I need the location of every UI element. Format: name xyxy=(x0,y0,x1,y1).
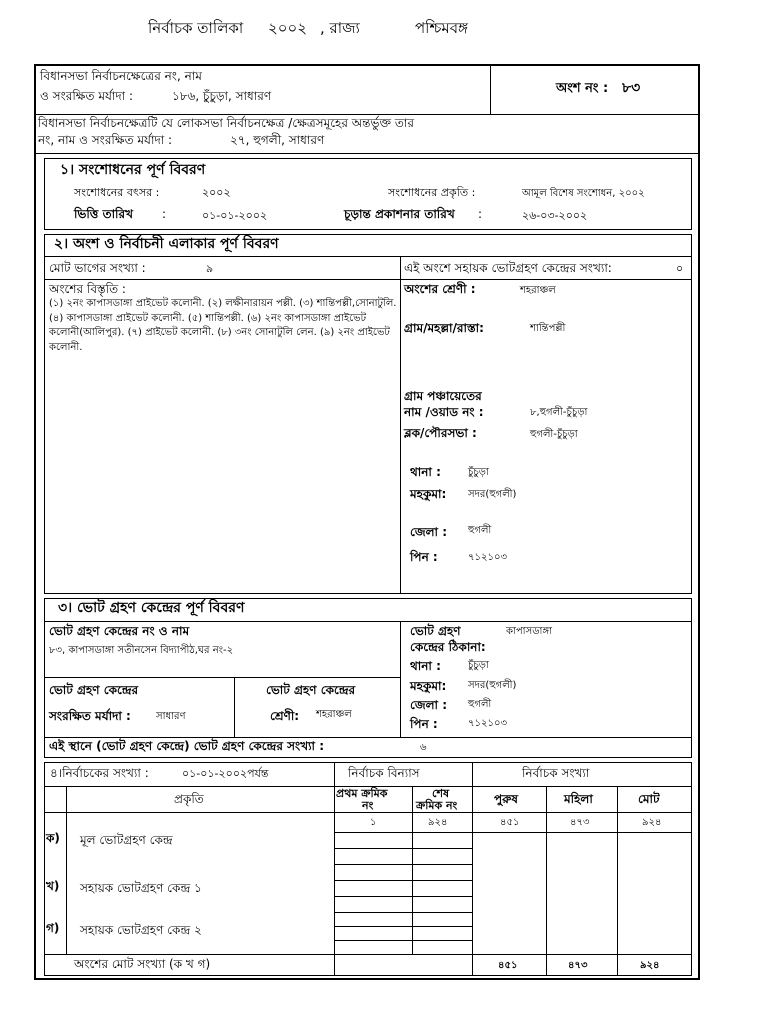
extent-label: অংশের বিস্তৃতি : xyxy=(49,282,126,296)
final-pub-label: চূড়ান্ত প্রকাশনার তারিখ xyxy=(344,207,455,221)
col-total: মোট xyxy=(638,792,660,806)
part-no-label: অংশ নং : xyxy=(556,81,609,96)
section3-box xyxy=(44,598,692,758)
pc-label-1: বিধানসভা নির্বাচনক্ষেত্রটি যে লোকসভা নির্বাচনক্ষেত্র /ক্ষেত্রসমূহের অন্তর্ভুক্ত তার xyxy=(38,116,414,130)
ac-value: ১৮৬, চুঁচুড়া, সাধারণ xyxy=(172,89,272,103)
aux-stations-label: এই অংশে সহায়ক ভোটগ্রহণ কেন্দ্রের সংখ্যা: xyxy=(404,261,612,275)
col-first-2: নং xyxy=(362,799,374,812)
row-ka-label: মূল ভোটগ্রহণ কেন্দ্র xyxy=(80,833,173,847)
ps-pin: ৭১২১০৩ xyxy=(468,718,507,729)
ps-thana-label: থানা : xyxy=(410,659,441,673)
section4-date: ০১-০১-২০০২পর্যন্ত xyxy=(182,767,269,780)
district: হুগলী xyxy=(468,525,492,536)
ps-address: কাপাসডাঙ্গা xyxy=(506,626,552,637)
row-kha-key: খ) xyxy=(46,879,60,893)
roll-title: নির্বাচক তালিকা xyxy=(148,19,244,37)
rev-type-label: সংশোধনের প্রকৃতি : xyxy=(388,186,476,199)
ward: ৮,হুগলী-চুঁচুড়া xyxy=(530,407,588,418)
ps-category: শহরাঞ্চল xyxy=(316,709,352,720)
count-header: নির্বাচক সংখ্যা xyxy=(522,766,590,780)
block-label: ব্লক/পৌরসভা : xyxy=(404,426,477,440)
part-category: শহরাঞ্চল xyxy=(520,285,556,296)
ps-reserve-label-1: ভোট গ্রহণ কেন্দ্রের xyxy=(49,683,139,697)
col-first-1: প্রথম ক্রমিক xyxy=(336,787,388,800)
gp-label: গ্রাম পঞ্চায়েতের xyxy=(404,389,482,403)
ps-category-label-1: ভোট গ্রহণ কেন্দ্রের xyxy=(266,683,356,697)
part-no: ৮৩ xyxy=(622,80,641,96)
block: হুগলী-চুঁচুড়া xyxy=(530,429,578,440)
roll-year: ২০০২ xyxy=(268,19,308,37)
ps-reserve: সাধারণ xyxy=(156,711,186,722)
village: শান্তিপল্লী xyxy=(530,323,566,334)
ac-label-1: বিধানসভা নির্বাচনক্ষেত্রের নং, নাম xyxy=(40,69,202,83)
district-label: জেলা : xyxy=(410,525,448,539)
ps-no-name-label: ভোট গ্রহণ কেন্দ্রের নং ও নাম xyxy=(49,624,190,638)
section2-title: ২। অংশ ও নির্বাচনী এলাকার পূর্ণ বিবরণ xyxy=(54,236,279,252)
ps-count: ৬ xyxy=(420,742,427,753)
row-ka-first: ১ xyxy=(370,817,377,828)
row-ga-key: গ) xyxy=(46,921,60,935)
thana: চুঁচুড়া xyxy=(468,467,489,478)
row-ka-male: ৪৫১ xyxy=(500,817,520,828)
row-kha-label: সহায়ক ভোটগ্রহণ কেন্দ্র ১ xyxy=(80,881,202,895)
village-label: গ্রাম/মহল্লা/রাস্তা: xyxy=(404,321,484,335)
base-date: ০১-০১-২০০২ xyxy=(202,209,268,222)
ps-address-label-1: ভোট গ্রহণ xyxy=(410,624,461,638)
ps-district-label: জেলা : xyxy=(410,698,448,712)
sections-count: ৯ xyxy=(206,262,214,275)
col-last-2: ক্রমিক নং xyxy=(416,799,458,812)
total-total: ৯২৪ xyxy=(640,960,660,971)
total-male: ৪৫১ xyxy=(498,960,518,971)
thana-label: থানা : xyxy=(410,465,441,479)
rev-year-label: সংশোধনের বৎসর : xyxy=(74,186,160,199)
ps-subdivision: সদর(হুগলী) xyxy=(468,680,517,691)
pc-value: ২৭, হুগলী, সাধারণ xyxy=(230,133,325,147)
col-female: মহিলা xyxy=(564,792,593,806)
ps-no-name: ৮৩, কাপাসডাঙ্গা সতীনসেন বিদ্যাপীঠ,ঘর নং-২ xyxy=(49,645,234,656)
rev-year: ২০০২ xyxy=(202,186,231,199)
part-category-label: অংশের শ্রেণী : xyxy=(404,282,476,296)
col-nature: প্রকৃতি xyxy=(174,792,204,806)
section2-box xyxy=(44,234,692,594)
ps-reserve-label-2: সংরক্ষিত মর্যাদা : xyxy=(49,709,131,723)
ps-category-label-2: শ্রেণী: xyxy=(270,709,300,723)
pc-label-2: নং, নাম ও সংরক্ষিত মর্যাদা : xyxy=(38,133,173,147)
row-ga-label: সহায়ক ভোটগ্রহণ কেন্দ্র ২ xyxy=(80,923,202,937)
state-name: পশ্চিমবঙ্গ xyxy=(415,19,468,37)
ps-subdivision-label: মহকুমা: xyxy=(410,679,447,693)
row-ka-female: ৪৭৩ xyxy=(570,817,590,828)
ps-thana: চুঁচুড়া xyxy=(468,660,489,671)
col-last-1: শেষ xyxy=(432,787,450,800)
ps-district: হুগলী xyxy=(468,699,492,710)
layout-header: নির্বাচক বিন্যাস xyxy=(348,766,420,780)
col-male: পুরুষ xyxy=(494,792,518,806)
row-ka-last: ৯২৪ xyxy=(428,817,448,828)
ps-count-label: এই স্থানে (ভোট গ্রহণ কেন্দ্রে) ভোট গ্রহণ কেন্দ্রের সংখ্যা : xyxy=(49,739,325,753)
ps-pin-label: পিন : xyxy=(410,717,438,731)
subdivision-label: মহকুমা: xyxy=(410,487,447,501)
base-date-label: ভিত্তি তারিখ xyxy=(74,207,133,221)
aux-stations: ০ xyxy=(676,262,684,275)
extent-text: (১) ২নং কাপাসডাঙ্গা প্রাইভেট কলোনী. (২) লক্ষীনারায়ন পল্লী. (৩) শান্তিপল্লী,সোনাটুলি. (৪) কাপাসডাঙ্গা প্রাইভেট কলোনী. (৫) শান্তিপল্লী. (৬) ২নং কাপাসডাঙ্গা প্রাইভেট কলোনী(আলিপুর). (৭) প্রাইভেট কলোনী. (৮) ৩নং সোনাটুলি লেন. (৯) ২নং প্রাইভেট কলোনী. xyxy=(49,298,397,353)
row-ka-key: ক) xyxy=(46,831,60,845)
final-pub-date: ২৬-০৩-২০০২ xyxy=(522,209,588,222)
pin-label: পিন : xyxy=(410,550,438,564)
ac-label-2: ও সংরক্ষিত মর্যাদা : xyxy=(40,89,134,103)
subdivision: সদর(হুগলী) xyxy=(468,489,517,500)
total-row-label: অংশের মোট সংখ্যা (ক খ গ) xyxy=(74,957,211,971)
total-female: ৪৭৩ xyxy=(568,960,588,971)
ps-address-label-2: কেন্দ্রের ঠিকানা: xyxy=(410,640,486,654)
row-ka-total: ৯২৪ xyxy=(642,817,662,828)
pin: ৭১২১০৩ xyxy=(468,552,507,563)
state-label: , রাজ্য xyxy=(320,19,360,37)
section1-title: ১। সংশোধনের পূর্ণ বিবরণ xyxy=(60,162,206,178)
section4-title: ৪।নির্বাচকের সংখ্যা : xyxy=(50,766,149,780)
sections-count-label: মোট ভাগের সংখ্যা : xyxy=(49,261,146,275)
section3-title: ৩। ভোট গ্রহণ কেন্দ্রের পূর্ণ বিবরণ xyxy=(58,600,245,616)
ward-label: নাম /ওয়াড নং : xyxy=(404,405,484,419)
rev-type: আমূল বিশেষ সংশোধন, ২০০২ xyxy=(522,188,645,199)
